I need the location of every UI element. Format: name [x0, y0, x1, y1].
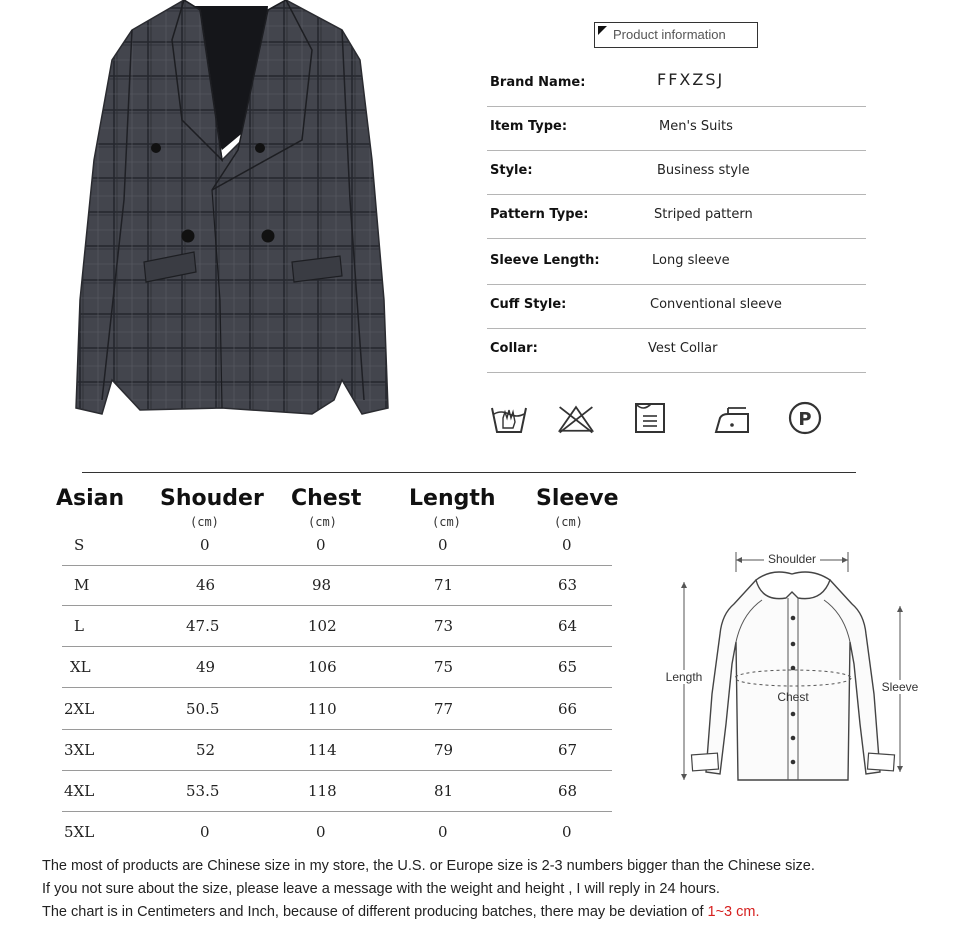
size-cell: S — [74, 536, 85, 554]
size-cell: 64 — [558, 617, 578, 635]
size-cell: 47.5 — [186, 617, 220, 635]
size-row — [62, 606, 612, 647]
size-cell: 106 — [308, 658, 337, 676]
info-label: Cuff Style: — [490, 297, 567, 312]
size-cell: 81 — [434, 782, 454, 800]
measurement-diagram — [662, 544, 924, 788]
deviation-value: 1~3 cm. — [707, 904, 760, 920]
size-cell: 68 — [558, 782, 578, 800]
size-header-chest: Chest — [291, 486, 362, 511]
size-cell: XL — [70, 658, 91, 676]
info-row-collar — [487, 328, 866, 373]
size-row — [62, 771, 612, 812]
diagram-label-length: Length — [665, 670, 703, 684]
info-row-style — [487, 150, 866, 195]
info-label: Pattern Type: — [490, 207, 589, 222]
size-cell: L — [74, 617, 84, 635]
size-row — [62, 812, 612, 852]
size-cell: 63 — [558, 576, 578, 594]
section-divider — [82, 472, 856, 473]
size-cell: 0 — [316, 823, 326, 841]
size-cell: 77 — [434, 700, 454, 718]
svg-text:P: P — [798, 409, 812, 430]
info-row-sleeve-length — [487, 240, 866, 285]
size-cell: 0 — [316, 536, 326, 554]
hand-wash-icon — [489, 400, 529, 436]
size-cell: 5XL — [64, 823, 95, 841]
size-row — [62, 730, 612, 771]
size-cell: 75 — [434, 658, 454, 676]
size-cell: 53.5 — [186, 782, 220, 800]
info-label: Brand Name: — [490, 75, 586, 90]
info-value: Striped pattern — [654, 207, 753, 222]
product-information-header — [594, 22, 758, 48]
size-cell: 110 — [308, 700, 337, 718]
diagram-label-chest: Chest — [777, 690, 809, 704]
info-label: Collar: — [490, 341, 538, 356]
size-note-1: The most of products are Chinese size in my store, the U.S. or Europe size is 2-3 numbers bigger than the Chinese size. — [42, 858, 815, 874]
info-label: Style: — [490, 163, 533, 178]
diagram-label-shoulder: Shoulder — [767, 552, 817, 566]
size-cell: 50.5 — [186, 700, 220, 718]
size-note-3 — [42, 904, 760, 920]
size-cell: 66 — [558, 700, 578, 718]
size-cell: 0 — [562, 823, 572, 841]
size-cell: 0 — [438, 536, 448, 554]
size-row — [62, 525, 612, 566]
size-cell: 3XL — [64, 741, 95, 759]
size-header-sleeve: Sleeve — [536, 486, 619, 511]
size-header-asian: Asian — [56, 486, 125, 511]
unit-label: (cm) — [554, 515, 583, 529]
size-cell: 71 — [434, 576, 454, 594]
tumble-dry-icon — [631, 400, 671, 436]
product-information-title: Product information — [613, 27, 726, 42]
info-row-pattern-type — [487, 194, 866, 239]
unit-label: (cm) — [190, 515, 219, 529]
size-cell: 79 — [434, 741, 454, 759]
size-cell: 52 — [196, 741, 216, 759]
corner-flag-icon — [598, 26, 607, 35]
size-cell: 98 — [312, 576, 332, 594]
info-label: Item Type: — [490, 119, 568, 134]
size-note-3-text: The chart is in Centimeters and Inch, because of different producing batches, there may be deviation of — [42, 904, 708, 920]
size-row — [62, 647, 612, 688]
no-bleach-icon — [556, 400, 596, 436]
size-cell: M — [74, 576, 90, 594]
size-header-length: Length — [409, 486, 496, 511]
info-row-item-type — [487, 106, 866, 151]
info-value: Men's Suits — [659, 119, 733, 134]
size-cell: 49 — [196, 658, 216, 676]
dry-clean-icon — [786, 400, 826, 436]
diagram-label-sleeve: Sleeve — [881, 680, 919, 694]
size-cell: 2XL — [64, 700, 95, 718]
size-cell: 0 — [438, 823, 448, 841]
size-row — [62, 689, 612, 730]
unit-label: (cm) — [308, 515, 337, 529]
info-value: Long sleeve — [652, 253, 730, 268]
info-value: Conventional sleeve — [650, 297, 782, 312]
size-row — [62, 565, 612, 606]
size-cell: 46 — [196, 576, 216, 594]
size-cell: 118 — [308, 782, 337, 800]
product-jacket-image — [72, 0, 392, 418]
size-cell: 67 — [558, 741, 578, 759]
size-cell: 4XL — [64, 782, 95, 800]
size-note-2: If you not sure about the size, please leave a message with the weight and height , I will reply in 24 hours. — [42, 881, 720, 897]
info-value: Vest Collar — [648, 341, 718, 356]
size-cell: 65 — [558, 658, 578, 676]
info-label: Sleeve Length: — [490, 253, 600, 268]
info-value: FFXZSJ — [657, 70, 725, 89]
size-header-shoulder: Shouder — [160, 486, 264, 511]
size-cell: 102 — [308, 617, 337, 635]
info-value: Business style — [657, 163, 750, 178]
size-cell: 73 — [434, 617, 454, 635]
size-cell: 0 — [200, 536, 210, 554]
iron-icon — [712, 400, 752, 436]
info-row-cuff-style — [487, 284, 866, 329]
unit-label: (cm) — [432, 515, 461, 529]
size-cell: 0 — [200, 823, 210, 841]
info-row-brand — [487, 62, 866, 107]
size-cell: 0 — [562, 536, 572, 554]
size-cell: 114 — [308, 741, 337, 759]
